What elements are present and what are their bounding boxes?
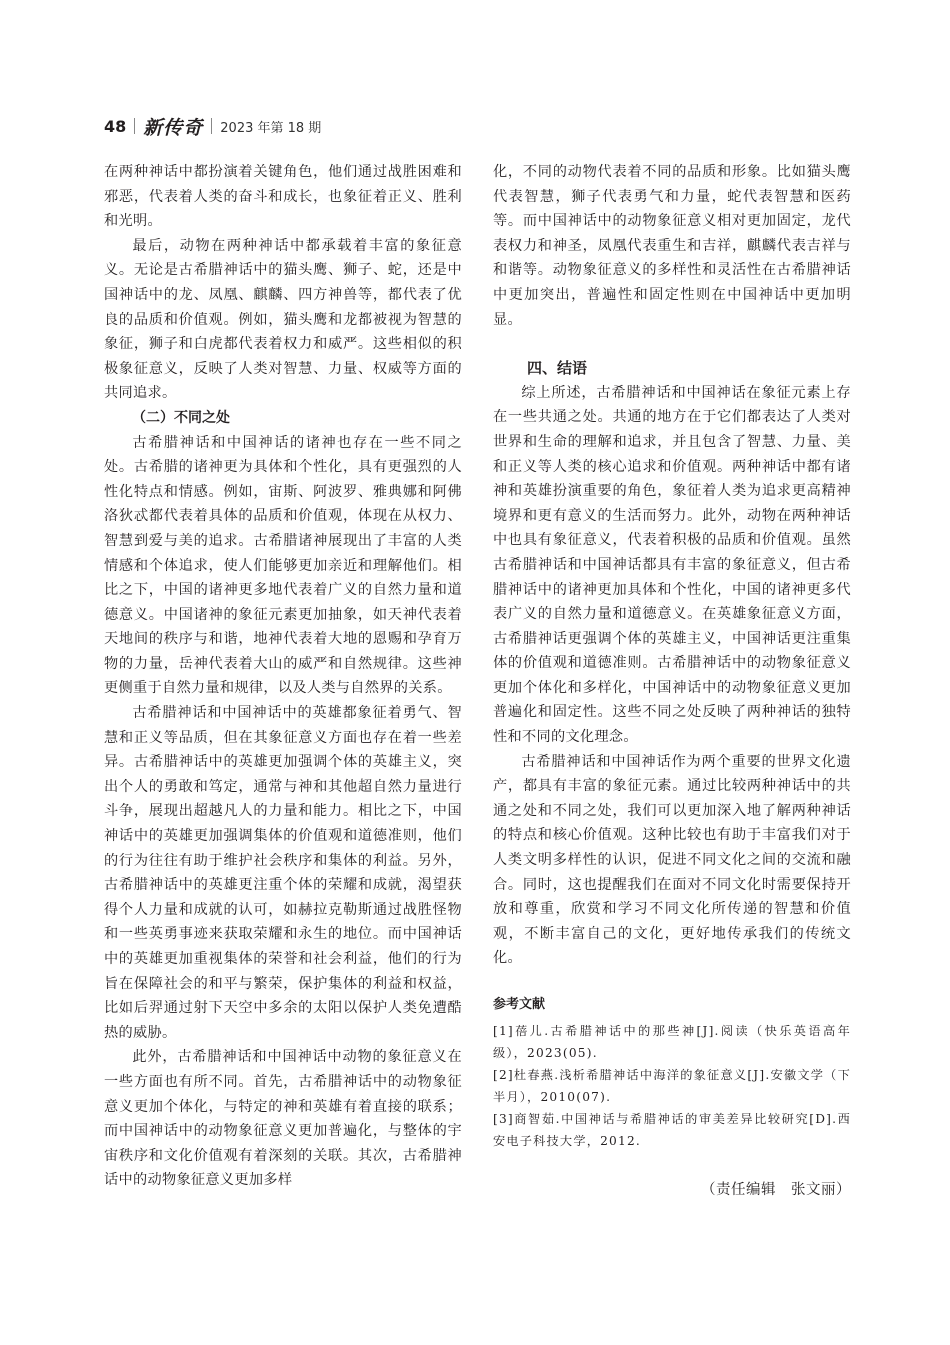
paragraph: 古希腊神话和中国神话的诸神也存在一些不同之处。古希腊的诸神更为具体和个性化，具有更强烈的人性化特点和情感。例如，宙斯、阿波罗、雅典娜和阿佛洛狄忒都代表着具体的品质和价值观，体现在从权力、智慧到爱与美的追求。古希腊诸神展现出了丰富的人类情感和个体追求，使人们能够更加亲近和理解他们。相比之下，中国的诸神更多地代表着广义的自然力量和道德意义。中国诸神的象征元素更加抽象，如天神代表着天地间的秩序与和谐，地神代表着大地的恩赐和孕育万物的力量，岳神代表着大山的威严和自然规律。这些神更侧重于自然力量和规律，以及人类与自然界的关系。 — [104, 434, 462, 697]
issue-label: 2023 年第 18 期 — [220, 120, 322, 136]
reference-item: [3]商智茹.中国神话与希腊神话的审美差异比较研究[D].西安电子科技大学，2012. — [493, 1112, 851, 1148]
paragraph: 古希腊神话和中国神话作为两个重要的世界文化遗产，都具有丰富的象征元素。通过比较两种神话中的共通之处和不同之处，我们可以更加深入地了解两种神话的特点和核心价值观。这种比较也有助于丰富我们对于人类文明多样性的认识，促进不同文化之间的交流和融合。同时，这也提醒我们在面对不同文化时需要保持开放和尊重，欣赏和学习不同文化所传递的智慧和价值观，不断丰富自己的文化，更好地传承我们的传统文化。 — [493, 753, 851, 967]
paragraph: 化，不同的动物代表着不同的品质和形象。比如猫头鹰代表智慧，狮子代表勇气和力量，蛇代表智慧和医药等。而中国神话中的动物象征意义相对更加固定，龙代表权力和神圣，凤凰代表重生和吉祥，麒麟代表吉祥与和谐等。动物象征意义的多样性和灵活性在古希腊神话中更加突出，普遍性和固定性则在中国神话中更加明显。 — [493, 164, 851, 328]
header-divider — [134, 118, 135, 134]
page-number: 48 — [104, 116, 127, 136]
subsection-heading: （二）不同之处 — [132, 409, 230, 426]
reference-item: [2]杜春燕.浅析希腊神话中海洋的象征意义[J].安徽文学（下半月），2010(07). — [493, 1068, 851, 1104]
left-column — [104, 160, 462, 1193]
reference-item: [1]蓓儿.古希腊神话中的那些神[J].阅读（快乐英语高年级），2023(05). — [493, 1024, 851, 1060]
paragraph: 此外，古希腊神话和中国神话中动物的象征意义在一些方面也有所不同。首先，古希腊神话中的动物象征意义更加个体化，与特定的神和英雄有着直接的联系；而中国神话中的动物象征意义更加普遍化，与整体的宇宙秩序和文化价值观有着深刻的关联。其次，古希腊神话中的动物象征意义更加多样 — [104, 1049, 462, 1189]
section-heading: 四、结语 — [527, 359, 588, 378]
paragraph: 在两种神话中都扮演着关键角色，他们通过战胜困难和邪恶，代表着人类的奋斗和成长，也象征着正义、胜利和光明。 — [104, 164, 462, 230]
right-column — [493, 160, 851, 1199]
paragraph: 综上所述，古希腊神话和中国神话在象征元素上存在一些共通之处。共通的地方在于它们都表达了人类对世界和生命的理解和追求，并且包含了智慧、力量、美和正义等人类的核心追求和价值观。两种神话中都有诸神和英雄扮演重要的角色，象征着人类为追求更高精神境界和更有意义的生活而努力。此外，动物在两种神话中也具有象征意义，代表着积极的品质和价值观。虽然古希腊神话和中国神话都具有丰富的象征意义，但古希腊神话中的诸神更加具体和个性化，中国的诸神更多代表广义的自然力量和道德意义。在英雄象征意义方面，古希腊神话更强调个体的英雄主义，中国神话更注重集体的价值观和道德准则。古希腊神话中的动物象征意义更加个体化和多样化，中国神话中的动物象征意义更加普遍化和固定性。这些不同之处反映了两种神话的独特性和不同的文化理念。 — [493, 384, 851, 746]
page-header — [104, 114, 321, 138]
editor-credit: （责任编辑 张文丽） — [701, 1182, 851, 1198]
header-divider — [211, 118, 212, 134]
paragraph: 古希腊神话和中国神话中的英雄都象征着勇气、智慧和正义等品质，但在其象征意义方面也存在着一些差异。古希腊神话中的英雄更加强调个体的英雄主义，突出个人的勇敢和笃定，通常与神和其他超自然力量进行斗争，展现出超越凡人的力量和能力。相比之下，中国神话中的英雄更加强调集体的价值观和道德准则，他们的行为往往有助于维护社会秩序和集体的利益。另外，古希腊神话中的英雄更注重个体的荣耀和成就，渴望获得个人力量和成就的认可，如赫拉克勒斯通过战胜怪物和一些英勇事迹来获取荣耀和永生的地位。而中国神话中的英雄更加重视集体的荣誉和社会利益，他们的行为旨在保障社会的和平与繁荣，保护集体的利益和权益，比如后羿通过射下天空中多余的太阳以保护人类免遭酷热的威胁。 — [104, 705, 462, 1041]
magazine-logo: 新传奇 — [143, 116, 204, 139]
paragraph: 最后，动物在两种神话中都承载着丰富的象征意义。无论是古希腊神话中的猫头鹰、狮子、蛇，还是中国神话中的龙、凤凰、麒麟、四方神兽等，都代表了优良的品质和价值观。例如，猫头鹰和龙都被视为智慧的象征，狮子和白虎都代表着权力和威严。这些相似的积极象征意义，反映了人类对智慧、力量、权威等方面的共同追求。 — [104, 237, 462, 402]
references-heading: 参考文献 — [493, 997, 546, 1012]
